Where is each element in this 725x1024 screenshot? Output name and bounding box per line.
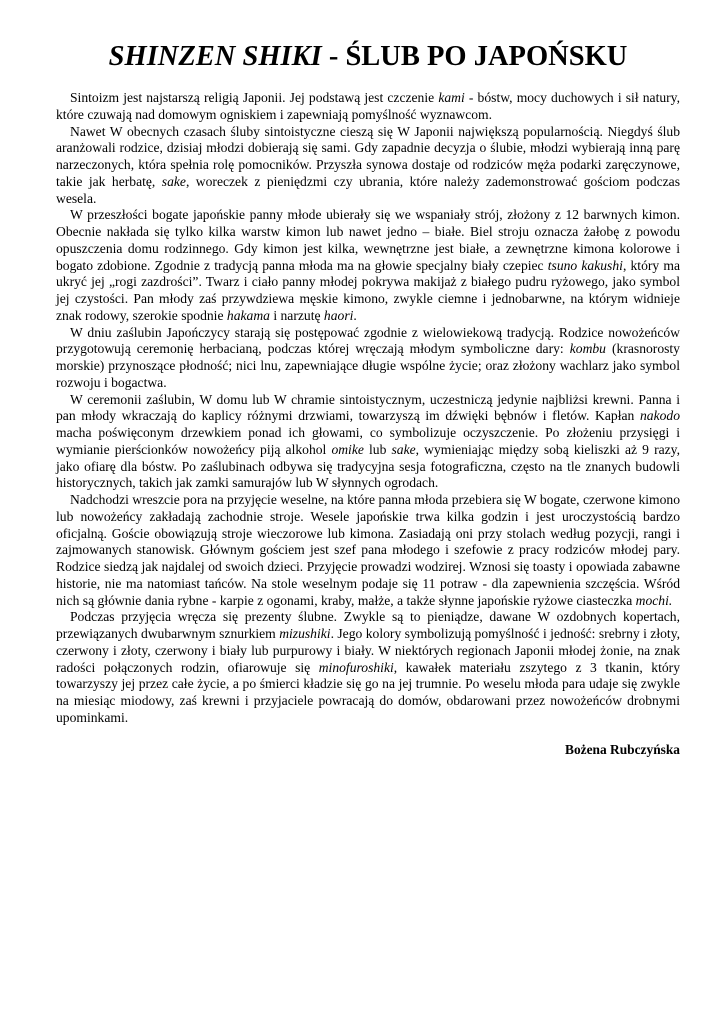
- text-run: Sintoizm jest najstarszą religią Japonii. Jej podstawą jest czczenie: [70, 90, 439, 106]
- text-run: , kawałek materiału zszytego z 3 tkanin, który towarzyszy jej przez całe życie, a po śmierci kładzie się go na jej trumnie. Po weselu młoda para udaje się zwykle na miesiąc miodowy, zaś krewni i przyjaciele powracają do domów, obdarowani przez nowożeńców drobnymi upominkami.: [56, 659, 680, 725]
- document-page: [56, 40, 680, 758]
- text-run: , który ma ukryć jej „rogi zazdrości”. Twarz i ciało panny młodej pokrywa makijaż z białego pudru ryżowego, jako symbol jej czystości. Pan młody zaś przywdziewa męskie kimono, zwykle ciemne i jednobarwne, na którym widnieje znak rodowy, szerokie spodnie: [56, 257, 680, 323]
- italic-term: kombu: [569, 341, 606, 357]
- paragraph: [56, 392, 680, 493]
- italic-term: sake: [391, 441, 416, 457]
- italic-term: mochi.: [635, 592, 673, 608]
- paragraph: [56, 90, 680, 124]
- paragraph: [56, 492, 680, 609]
- italic-term: sake: [161, 173, 186, 189]
- italic-term: omike: [331, 441, 364, 457]
- italic-term: mizushiki: [279, 626, 331, 642]
- document-title: [56, 40, 680, 74]
- italic-term: haori: [323, 307, 354, 323]
- text-run: i narzutę: [269, 307, 324, 323]
- paragraph: [56, 609, 680, 726]
- title-italic-part: SHINZEN SHIKI: [108, 41, 322, 72]
- text-run: (krasnorosty morskie) przynoszące płodność; nici lnu, zapewniające długie wspólne życie; oraz złożony wachlarz jako symbol rozwoju i bogactwa.: [56, 341, 680, 390]
- title-rest-part: - ŚLUB PO JAPOŃSKU: [321, 41, 628, 72]
- text-run: , wymieniając między sobą kieliszki aż 9 razy, jako ofiarę dla bóstw. Po zaślubinach odbywa się tradycyjna sesja fotograficzna, często na tle znanych budowli historycznych, takich jak zamki samurajów lub W słynnych ogrodach.: [56, 441, 680, 491]
- italic-term: tsuno kakushi: [547, 257, 623, 273]
- author-signature: Bożena Rubczyńska: [565, 741, 680, 757]
- text-run: W przeszłości bogate japońskie panny młode ubierały się we wspaniały strój, złożony z 12 barwnych kimon. Obecnie nakłada się tylko kilka warstw kimon lub nawet jedno – białe. Biel stroju oznacza żałobę z powodu opuszczenia domu rodzinnego. Gdy kimon jest kilka, wewnętrzne jest białe, a zewnętrzne kimona kolorowe i bogato zdobione. Zgodnie z tradycją panna młoda ma na głowie specjalny biały czepiec: [56, 207, 680, 273]
- italic-term: hakama: [226, 307, 270, 323]
- italic-term: nakodo: [639, 408, 680, 424]
- paragraph: [56, 207, 680, 324]
- text-run: Nawet W obecnych czasach śluby sintoistyczne cieszą się W Japonii największą popularnością. Niegdyś ślub aranżowali rodzice, dzisiaj młodzi dobierają się sami. Gdy zapadnie decyzja o ślubie, młodzi wybierają inną parę narzeczonych, która spełnia rolę pomocników. Przyszła synowa dostaje od rodziców męża podarki zaręczynowe, takie jak herbatę,: [56, 123, 680, 189]
- italic-term: minofuroshiki: [318, 659, 394, 675]
- paragraph: [56, 124, 680, 208]
- text-run: lub: [363, 441, 392, 457]
- italic-term: kami: [438, 90, 465, 106]
- text-run: macha poświęconym drzewkiem ponad ich głowami, co symbolizuje oczyszczenie. Po złożeniu przysięgi i wymianie pierścionków nowożeńcy piją alkohol: [56, 425, 680, 457]
- article-body: [56, 90, 680, 727]
- paragraph: [56, 325, 680, 392]
- text-run: Podczas przyjęcia wręcza się prezenty ślubne. Zwykle są to pieniądze, dawane W ozdobnych kopertach, przewiązanych dwubarwnym sznurkiem: [56, 609, 680, 642]
- text-run: Nadchodzi wreszcie pora na przyjęcie weselne, na które panna młoda przebiera się W bogate, czerwone kimono lub nowożeńcy zakładają zachodnie stroje. Wesele japońskie trwa kilka godzin i jest uroczystością bardzo oficjalną. Goście obowiązują stroje wieczorowe lub kimona. Zasiadają oni przy stolach według pozycji, rangi i zajmowanych stanowisk. Głównym gościem jest szef pana młodego i szefowie z pracy rodziców młodej pary. Rodzice siedzą jak najdalej od swoich dzieci. Przyjęcie prowadzi wodzirej. Wznosi się toasty i opowiada zabawne historie, nie ma natomiast tańców. Na stole weselnym podaje się 11 potraw - dla zapewnienia szczęścia. Wśród nich są głównie dania rybne - karpie z ogonami, kraby, małże, a także słynne japońskie ryżowe ciasteczka: [56, 492, 680, 608]
- text-run: - bóstw, mocy duchowych i sił natury, które czuwają nad domowym ogniskiem i zapewniają pomyślność wyznawcom.: [56, 90, 680, 122]
- text-run: W ceremonii zaślubin, W domu lub W chramie sintoistycznym, uczestniczą jedynie najbliżsi krewni. Panna i pan młody wkraczają do kaplicy różnymi drzwiami, towarzyszą im dźwięki bębnów i fletów. Kapłan: [56, 391, 680, 424]
- text-run: , woreczek z pieniędzmi czy ubrania, które należy zademonstrować gościom podczas wesela.: [56, 173, 681, 206]
- text-run: . Jego kolory symbolizują pomyślność i jedność: srebrny i złoty, czerwony i złoty, czerwony i biały lub purpurowy i biały. W niektórych regionach Japonii młodej żonie, na znak radości połączonych rodzin, ofiarowuje się: [56, 626, 681, 675]
- text-run: W dniu zaślubin Japończycy starają się postępować zgodnie z wielowiekową tradycją. Rodzice nowożeńców przygotowują ceremonię herbacianą, podczas której wręczają młodym symboliczne dary:: [56, 324, 680, 357]
- text-run: .: [353, 307, 357, 323]
